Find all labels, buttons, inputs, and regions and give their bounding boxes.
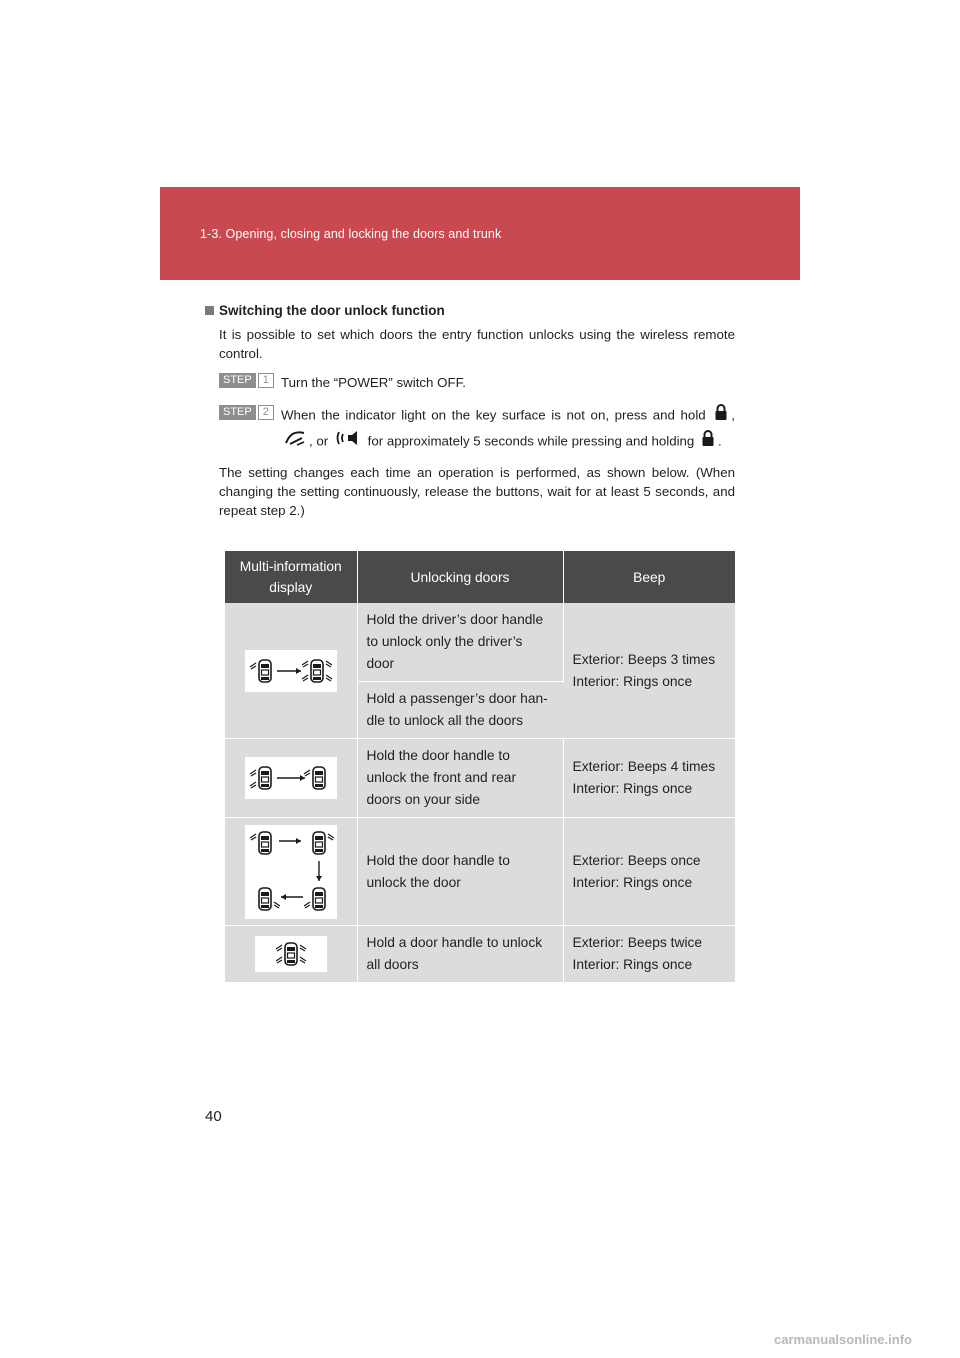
step-2-badge [219, 405, 274, 420]
beep-interior: Interior: Rings once [572, 781, 693, 796]
unlock-settings-table [225, 551, 735, 983]
unlock-cell: Hold a passenger’s door han-dle to unlock all the doors [357, 682, 563, 739]
beep-exterior: Exterior: Beeps once [572, 852, 701, 868]
unlock-cell: Hold the driver’s door handle to unlock only the driver’s door [357, 603, 563, 682]
chapter-title: 1-3. Opening, closing and locking the doors and trunk [200, 227, 502, 241]
step-label: STEP [219, 373, 256, 388]
beep-interior: Interior: Rings once [572, 673, 693, 689]
step-number: 1 [258, 373, 274, 388]
step-1 [219, 371, 735, 395]
table-row [225, 739, 735, 818]
display-cell [225, 926, 357, 983]
car-door-display-icon [245, 757, 337, 799]
step-2-text [281, 403, 735, 455]
beep-exterior: Exterior: Beeps 4 times [572, 759, 716, 774]
car-door-display-icon [245, 650, 337, 692]
square-bullet-icon [205, 306, 214, 315]
step-2-text-middle: for approximately 5 seconds while pressing and holding [367, 433, 695, 449]
table-row [225, 603, 735, 682]
column-header-beep: Beep [563, 551, 735, 603]
trunk-icon [284, 429, 306, 455]
beep-exterior: Exterior: Beeps twice [572, 935, 703, 950]
table-row [225, 818, 735, 926]
beep-interior: Interior: Rings once [572, 957, 693, 972]
step-2 [219, 403, 735, 455]
step-1-badge [219, 373, 274, 388]
chapter-header-band [160, 187, 800, 280]
lock-icon [701, 429, 715, 455]
display-cell [225, 603, 357, 739]
step-number: 2 [258, 405, 274, 420]
beep-interior: Interior: Rings once [572, 874, 693, 890]
lock-icon [714, 403, 728, 429]
step-label: STEP [219, 405, 256, 420]
page-number: 40 [205, 1108, 222, 1125]
step-2-text-before: When the indicator light on the key surface is not on, press and hold [281, 407, 706, 423]
car-door-display-icon [245, 825, 337, 919]
setting-note: The setting changes each time an operation is performed, as shown below. (When changing the setting continuously, release the buttons, wait for at least 5 seconds, and repeat step 2.) [219, 465, 735, 518]
beep-exterior: Exterior: Beeps 3 times [572, 651, 716, 667]
column-header-unlocking-doors: Unlocking doors [357, 551, 563, 603]
unlock-cell: Hold a door handle to unlock all doors [357, 926, 563, 983]
main-content [205, 303, 745, 520]
table-header-row [225, 551, 735, 603]
step-2-sep2: , or [309, 433, 329, 449]
table-row [225, 926, 735, 983]
beep-cell [563, 603, 735, 739]
step-1-text: Turn the “POWER” switch OFF. [281, 375, 466, 390]
beep-cell [563, 926, 735, 983]
column-header-display: Multi-information display [225, 551, 357, 603]
beep-cell [563, 818, 735, 926]
step-2-text-end: . [718, 433, 722, 449]
car-door-display-icon [255, 936, 327, 972]
panic-icon [335, 429, 361, 455]
unlock-cell: Hold the door handle to unlock the door [357, 818, 563, 926]
section-heading-text: Switching the door unlock function [219, 303, 445, 318]
intro-paragraph: It is possible to set which doors the entry function unlocks using the wireless remote control. [219, 327, 735, 361]
unlock-cell: Hold the door handle to unlock the front and rear doors on your side [357, 739, 563, 818]
section-heading [205, 303, 745, 318]
display-cell [225, 818, 357, 926]
watermark: carmanualsonline.info [774, 1332, 912, 1347]
beep-cell [563, 739, 735, 818]
step-2-sep1: , [731, 407, 735, 423]
display-cell [225, 739, 357, 818]
